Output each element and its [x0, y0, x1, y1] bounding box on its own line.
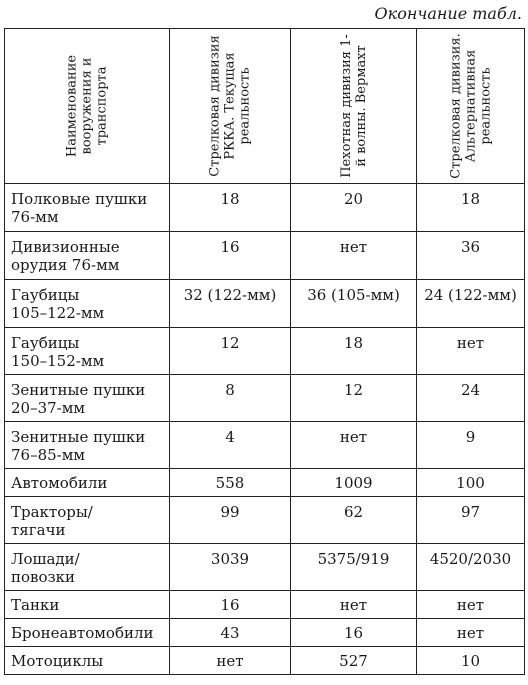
cell-rkka: 8 [170, 375, 291, 422]
table-row [5, 422, 525, 469]
cell-alternative: 36 [417, 232, 525, 280]
table-row [5, 280, 525, 328]
table-row [5, 647, 525, 675]
table-row [5, 375, 525, 422]
table-row [5, 619, 525, 647]
row-label: Гаубицы 105–122-мм [5, 280, 170, 328]
column-header-alternative: Стрелковая дивизия. Альтернативная реальность [417, 29, 525, 184]
column-header-name: Наименование вооружения и транспорта [5, 29, 170, 184]
row-label: Гаубицы 150–152-мм [5, 328, 170, 375]
row-label: Тракторы/ тягачи [5, 497, 170, 544]
cell-rkka: 32 (122-мм) [170, 280, 291, 328]
cell-alternative: нет [417, 591, 525, 619]
cell-rkka: 16 [170, 591, 291, 619]
column-header-wehrmacht: Пехотная дивизия 1-й волны. Вермахт [291, 29, 417, 184]
column-header-rkka: Стрелковая дивизия РККА. Текущая реальность [170, 29, 291, 184]
cell-rkka: 558 [170, 469, 291, 497]
cell-rkka: 18 [170, 184, 291, 232]
cell-alternative: 9 [417, 422, 525, 469]
table-row [5, 544, 525, 591]
row-label: Танки [5, 591, 170, 619]
cell-rkka: 99 [170, 497, 291, 544]
table-row [5, 469, 525, 497]
table-row [5, 497, 525, 544]
cell-wehrmacht: 20 [291, 184, 417, 232]
cell-alternative: 24 [417, 375, 525, 422]
cell-rkka: 43 [170, 619, 291, 647]
cell-wehrmacht: нет [291, 232, 417, 280]
cell-wehrmacht: 62 [291, 497, 417, 544]
cell-wehrmacht: 527 [291, 647, 417, 675]
row-label: Зенитные пушки 20–37-мм [5, 375, 170, 422]
table-row [5, 591, 525, 619]
cell-rkka: нет [170, 647, 291, 675]
table-row [5, 232, 525, 280]
cell-alternative: 100 [417, 469, 525, 497]
cell-alternative: 97 [417, 497, 525, 544]
cell-alternative: нет [417, 328, 525, 375]
cell-alternative: нет [417, 619, 525, 647]
table-row [5, 328, 525, 375]
cell-wehrmacht: 16 [291, 619, 417, 647]
table-caption: Окончание табл. [374, 4, 522, 23]
row-label: Лошади/ повозки [5, 544, 170, 591]
row-label: Зенитные пушки 76–85-мм [5, 422, 170, 469]
row-label: Бронеавтомобили [5, 619, 170, 647]
cell-wehrmacht: 5375/919 [291, 544, 417, 591]
cell-rkka: 3039 [170, 544, 291, 591]
header-row [5, 29, 525, 184]
cell-wehrmacht: 36 (105-мм) [291, 280, 417, 328]
cell-wehrmacht: 12 [291, 375, 417, 422]
cell-wehrmacht: 18 [291, 328, 417, 375]
cell-rkka: 12 [170, 328, 291, 375]
cell-alternative: 18 [417, 184, 525, 232]
cell-wehrmacht: нет [291, 422, 417, 469]
cell-alternative: 4520/2030 [417, 544, 525, 591]
cell-wehrmacht: нет [291, 591, 417, 619]
cell-wehrmacht: 1009 [291, 469, 417, 497]
row-label: Автомобили [5, 469, 170, 497]
row-label: Полковые пушки 76-мм [5, 184, 170, 232]
table-row [5, 184, 525, 232]
cell-alternative: 10 [417, 647, 525, 675]
row-label: Дивизионные орудия 76-мм [5, 232, 170, 280]
armament-table [4, 28, 525, 675]
cell-alternative: 24 (122-мм) [417, 280, 525, 328]
cell-rkka: 4 [170, 422, 291, 469]
cell-rkka: 16 [170, 232, 291, 280]
row-label: Мотоциклы [5, 647, 170, 675]
